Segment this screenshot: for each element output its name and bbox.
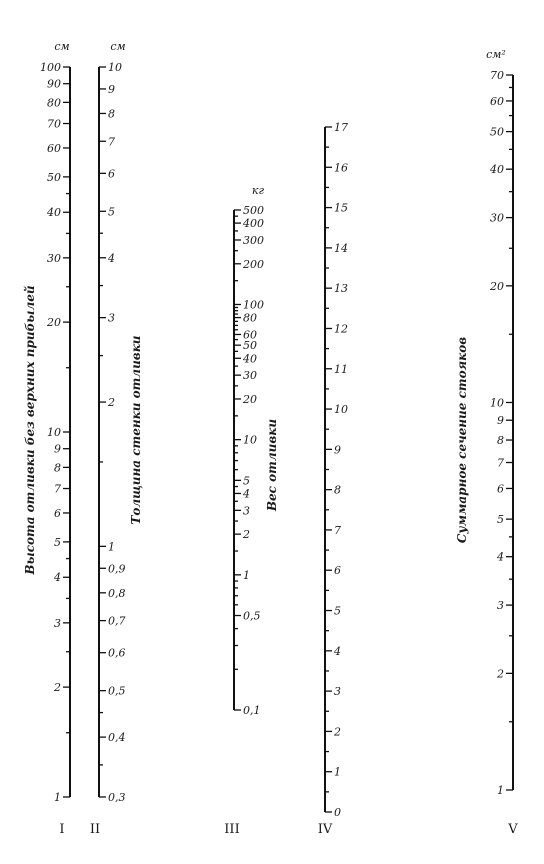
scale-iv-tick-label: 13 (334, 282, 348, 296)
scale-iii-tick-label: 0,1 (243, 704, 261, 717)
scale-iv-tick-label: 7 (334, 523, 341, 537)
scale-ii-tick-label: 4 (108, 251, 115, 265)
scale-ii-tick-label: 0,6 (108, 646, 126, 660)
scale-i-tick-label: 70 (47, 117, 61, 131)
scale-iii-title: Вес отливки (265, 418, 279, 512)
scale-iii (224, 184, 279, 837)
scale-v-tick-label: 40 (490, 163, 504, 177)
scale-iv-tick-label: 16 (334, 161, 348, 175)
scale-v-tick-label: 8 (497, 434, 504, 448)
scale-iv-tick-label: 17 (334, 121, 348, 134)
scale-iv-tick-label: 15 (334, 201, 348, 215)
scale-ii-tick-label: 10 (108, 61, 122, 74)
scale-iii-tick-label: 50 (243, 339, 257, 353)
scale-i-tick-label: 90 (47, 77, 61, 91)
scale-i-tick-label: 30 (47, 251, 61, 265)
scale-i-tick-label: 5 (54, 535, 61, 549)
scale-v-tick-label: 30 (490, 211, 504, 225)
scale-ii-tick-label: 2 (108, 396, 115, 410)
scale-i-tick-label: 50 (47, 170, 61, 184)
scale-v-numeral: V (508, 822, 518, 837)
scale-iii-tick-label: 60 (243, 328, 257, 342)
scale-v-tick-label: 50 (490, 125, 504, 139)
scale-i (23, 40, 70, 837)
scale-v-tick-label: 1 (497, 784, 504, 797)
scale-iii-tick-label: 500 (243, 204, 264, 217)
scale-iii-tick-label: 1 (243, 568, 250, 582)
scale-i-tick-label: 60 (47, 141, 61, 155)
scale-iii-unit: кг (251, 184, 265, 197)
scale-iii-tick-label: 3 (243, 504, 250, 518)
scale-iii-tick-label: 200 (243, 257, 264, 271)
scale-i-tick-label: 10 (47, 426, 61, 439)
scale-v (455, 48, 518, 837)
scale-iii-tick-label: 5 (243, 474, 250, 488)
scale-ii-tick-label: 1 (108, 540, 115, 554)
scale-iv-numeral: IV (317, 822, 333, 837)
scale-v-unit: см² (486, 48, 506, 61)
scale-i-tick-label: 2 (54, 681, 61, 695)
scale-iv-tick-label: 14 (334, 241, 348, 255)
scale-i-tick-label: 4 (54, 571, 61, 585)
scale-i-tick-label: 1 (54, 791, 61, 804)
scale-ii-tick-label: 7 (108, 135, 115, 149)
scale-v-tick-label: 60 (490, 94, 504, 108)
scale-v-tick-label: 4 (497, 550, 504, 564)
scale-iii-tick-label: 100 (243, 298, 264, 312)
scale-ii-tick-label: 9 (108, 82, 115, 96)
scale-i-numeral: I (59, 822, 65, 837)
scale-ii (90, 40, 143, 837)
scale-ii-tick-label: 0,8 (108, 586, 126, 600)
scale-iv-tick-label: 5 (334, 604, 341, 618)
scale-iv-tick-label: 1 (334, 765, 341, 779)
scale-v-tick-label: 2 (497, 667, 504, 681)
scale-i-tick-label: 100 (40, 61, 61, 74)
scale-i-title: Высота отливки без верхних прибылей (23, 285, 37, 575)
scale-v-tick-label: 5 (497, 513, 504, 527)
scale-iv-tick-label: 0 (334, 806, 341, 819)
scale-iv-tick-label: 4 (334, 644, 341, 658)
scale-v-tick-label: 9 (497, 414, 504, 428)
scale-ii-tick-label: 8 (108, 107, 115, 121)
scale-v-tick-label: 10 (490, 396, 504, 410)
scale-ii-tick-label: 0,7 (108, 614, 126, 628)
scale-iii-tick-label: 4 (243, 487, 250, 501)
scale-iii-tick-label: 10 (243, 433, 257, 447)
scale-i-unit: см (54, 40, 70, 53)
scale-i-tick-label: 3 (54, 616, 61, 630)
scale-iv-tick-label: 8 (334, 483, 341, 497)
scale-v-tick-label: 3 (497, 599, 504, 613)
scale-i-tick-label: 20 (47, 316, 61, 330)
scale-iv (318, 121, 348, 837)
scale-i-tick-label: 40 (47, 206, 61, 220)
scale-ii-numeral: II (89, 822, 101, 837)
scale-iv-tick-label: 9 (334, 443, 341, 457)
scale-ii-unit: см (110, 40, 126, 53)
scale-iv-tick-label: 6 (334, 564, 341, 578)
scale-v-tick-label: 7 (497, 456, 504, 470)
scale-ii-tick-label: 0,4 (108, 731, 126, 745)
scale-iii-tick-label: 400 (243, 217, 264, 231)
scale-i-tick-label: 80 (47, 96, 61, 110)
scale-iv-tick-label: 3 (334, 685, 341, 699)
scale-i-tick-label: 9 (54, 442, 61, 456)
scale-i-tick-label: 7 (54, 482, 61, 496)
scale-iii-tick-label: 40 (243, 352, 257, 366)
scale-i-tick-label: 8 (54, 461, 61, 475)
scale-v-tick-label: 70 (490, 69, 504, 82)
scale-v-tick-label: 6 (497, 482, 504, 496)
scale-v-tick-label: 20 (490, 279, 504, 293)
scale-iii-numeral: III (224, 822, 240, 837)
scale-iv-tick-label: 12 (334, 322, 348, 336)
scale-iv-tick-label: 10 (334, 403, 348, 417)
scale-ii-tick-label: 0,5 (108, 684, 126, 698)
scale-iii-tick-label: 2 (243, 528, 250, 542)
scale-iv-tick-label: 2 (334, 725, 341, 739)
scale-iii-tick-label: 0,5 (243, 609, 261, 623)
scale-iii-tick-label: 20 (243, 392, 257, 406)
scale-iii-tick-label: 30 (243, 369, 257, 383)
scale-ii-tick-label: 3 (108, 311, 115, 325)
scale-i-tick-label: 6 (54, 506, 61, 520)
scale-iv-tick-label: 11 (334, 362, 348, 376)
scale-ii-tick-label: 6 (108, 167, 115, 181)
scale-ii-tick-label: 5 (108, 205, 115, 219)
scale-ii-tick-label: 0,3 (108, 791, 126, 804)
scale-ii-tick-label: 0,9 (108, 562, 126, 576)
scale-ii-title: Толщина стенки отливки (129, 335, 143, 525)
scale-iii-tick-label: 80 (243, 311, 257, 325)
scale-iii-tick-label: 300 (243, 233, 264, 247)
scale-v-title: Суммарное сечение стояков (455, 336, 469, 544)
